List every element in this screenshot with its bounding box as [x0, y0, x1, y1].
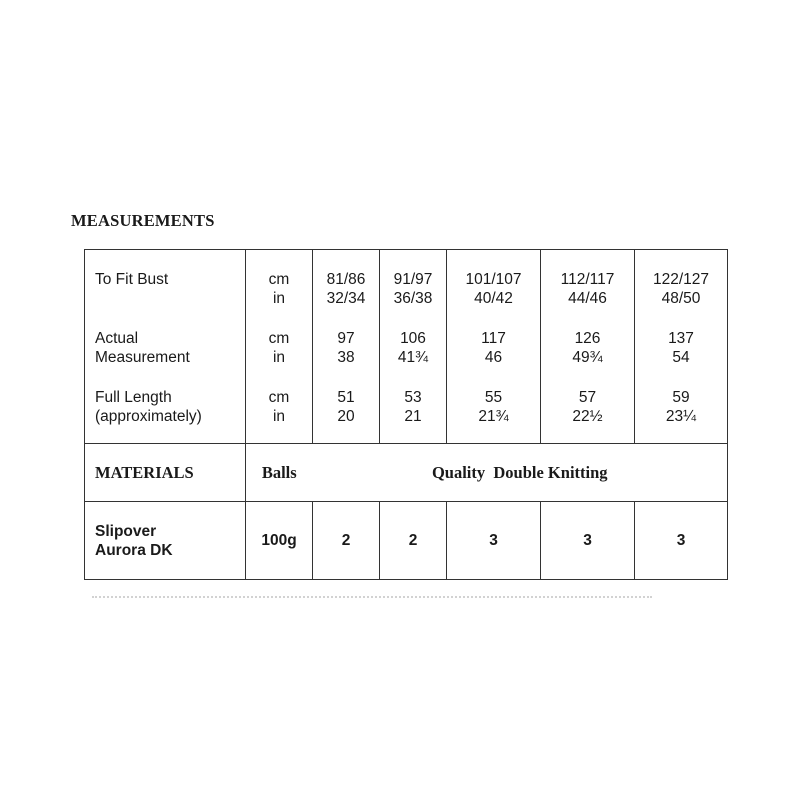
- yarn-balls-size-1: [313, 502, 380, 580]
- yarn-balls-size-4: [541, 502, 635, 580]
- cropped-text-remnant: [92, 596, 652, 600]
- value-in: 38: [337, 349, 355, 366]
- value-in: 32/34: [326, 290, 366, 307]
- value-in: 48/50: [661, 290, 701, 307]
- unit-cm: cm: [268, 330, 290, 347]
- yarn-row: [85, 502, 728, 580]
- measurements-table: [84, 249, 728, 580]
- section-heading-measurements: MEASUREMENTS: [71, 211, 215, 230]
- unit-cm: cm: [268, 389, 290, 406]
- measure-label-bust: [95, 270, 245, 308]
- value-in: 49¾: [572, 349, 603, 366]
- value-in: 46: [484, 349, 503, 366]
- yarn-name-line: Aurora DK: [95, 541, 173, 559]
- value-cm: 126: [574, 330, 601, 347]
- value-cm: 137: [668, 330, 694, 347]
- yarn-balls-size-2: [380, 502, 447, 580]
- units-cell: [246, 250, 313, 444]
- value-in: 21¾: [478, 408, 509, 425]
- yarn-weight: 100g: [261, 532, 297, 549]
- label-line: Full Length: [95, 389, 172, 406]
- balls-header-cell: [246, 444, 313, 502]
- value-cm: 101/107: [465, 271, 522, 288]
- measurements-row: [85, 250, 728, 444]
- size-column-5: [635, 250, 728, 444]
- yarn-balls-size-3: [447, 502, 541, 580]
- value-in: 44/46: [568, 290, 607, 307]
- label-line: (approximately): [95, 408, 202, 425]
- ball-count: 3: [583, 532, 592, 549]
- yarn-weight-cell: [246, 502, 313, 580]
- label-line: To Fit Bust: [95, 271, 169, 288]
- value-cm: 112/117: [560, 271, 615, 288]
- ball-count: 3: [676, 532, 686, 549]
- label-line: Measurement: [95, 349, 190, 366]
- unit-in: in: [272, 349, 286, 366]
- value-in: 20: [337, 408, 355, 425]
- value-cm: 59: [672, 389, 690, 406]
- size-column-3: [447, 250, 541, 444]
- materials-label-cell: [85, 444, 246, 502]
- unit-in: in: [272, 290, 286, 307]
- value-cm: 57: [578, 389, 597, 406]
- yarn-name-cell: [85, 502, 246, 580]
- measure-label-actual: [95, 329, 245, 367]
- ball-count: 3: [489, 532, 498, 549]
- value-in: 41¾: [397, 349, 429, 366]
- ball-count: 2: [408, 532, 418, 549]
- label-line: Actual: [95, 330, 139, 347]
- size-column-2: [380, 250, 447, 444]
- value-in: 21: [404, 408, 422, 425]
- measure-label-length: [95, 388, 245, 426]
- value-cm: 91/97: [393, 271, 433, 288]
- ball-count: 2: [341, 532, 351, 549]
- yarn-name-line: Slipover: [95, 522, 157, 540]
- value-cm: 106: [400, 330, 426, 347]
- value-cm: 117: [481, 330, 506, 347]
- unit-in: in: [272, 408, 286, 425]
- value-cm: 81/86: [326, 271, 366, 288]
- value-in: 54: [672, 349, 690, 366]
- measurement-labels-cell: [85, 250, 246, 444]
- value-cm: 51: [337, 389, 355, 406]
- yarn-balls-size-5: [635, 502, 728, 580]
- materials-header-row: [85, 444, 728, 502]
- size-column-1: [313, 250, 380, 444]
- value-cm: 97: [337, 330, 355, 347]
- quality-header-cell: [313, 444, 728, 502]
- value-cm: 55: [484, 389, 503, 406]
- value-in: 40/42: [474, 290, 513, 307]
- value-in: 22½: [572, 408, 603, 425]
- quality-label: Quality Double Knitting: [431, 462, 608, 482]
- value-in: 23¼: [665, 408, 697, 425]
- unit-cm: cm: [268, 271, 290, 288]
- value-cm: 53: [404, 389, 422, 406]
- value-cm: 122/127: [652, 271, 710, 288]
- value-in: 36/38: [393, 290, 433, 307]
- materials-label: MATERIALS: [95, 462, 194, 482]
- size-column-4: [541, 250, 635, 444]
- balls-header: Balls: [261, 462, 297, 482]
